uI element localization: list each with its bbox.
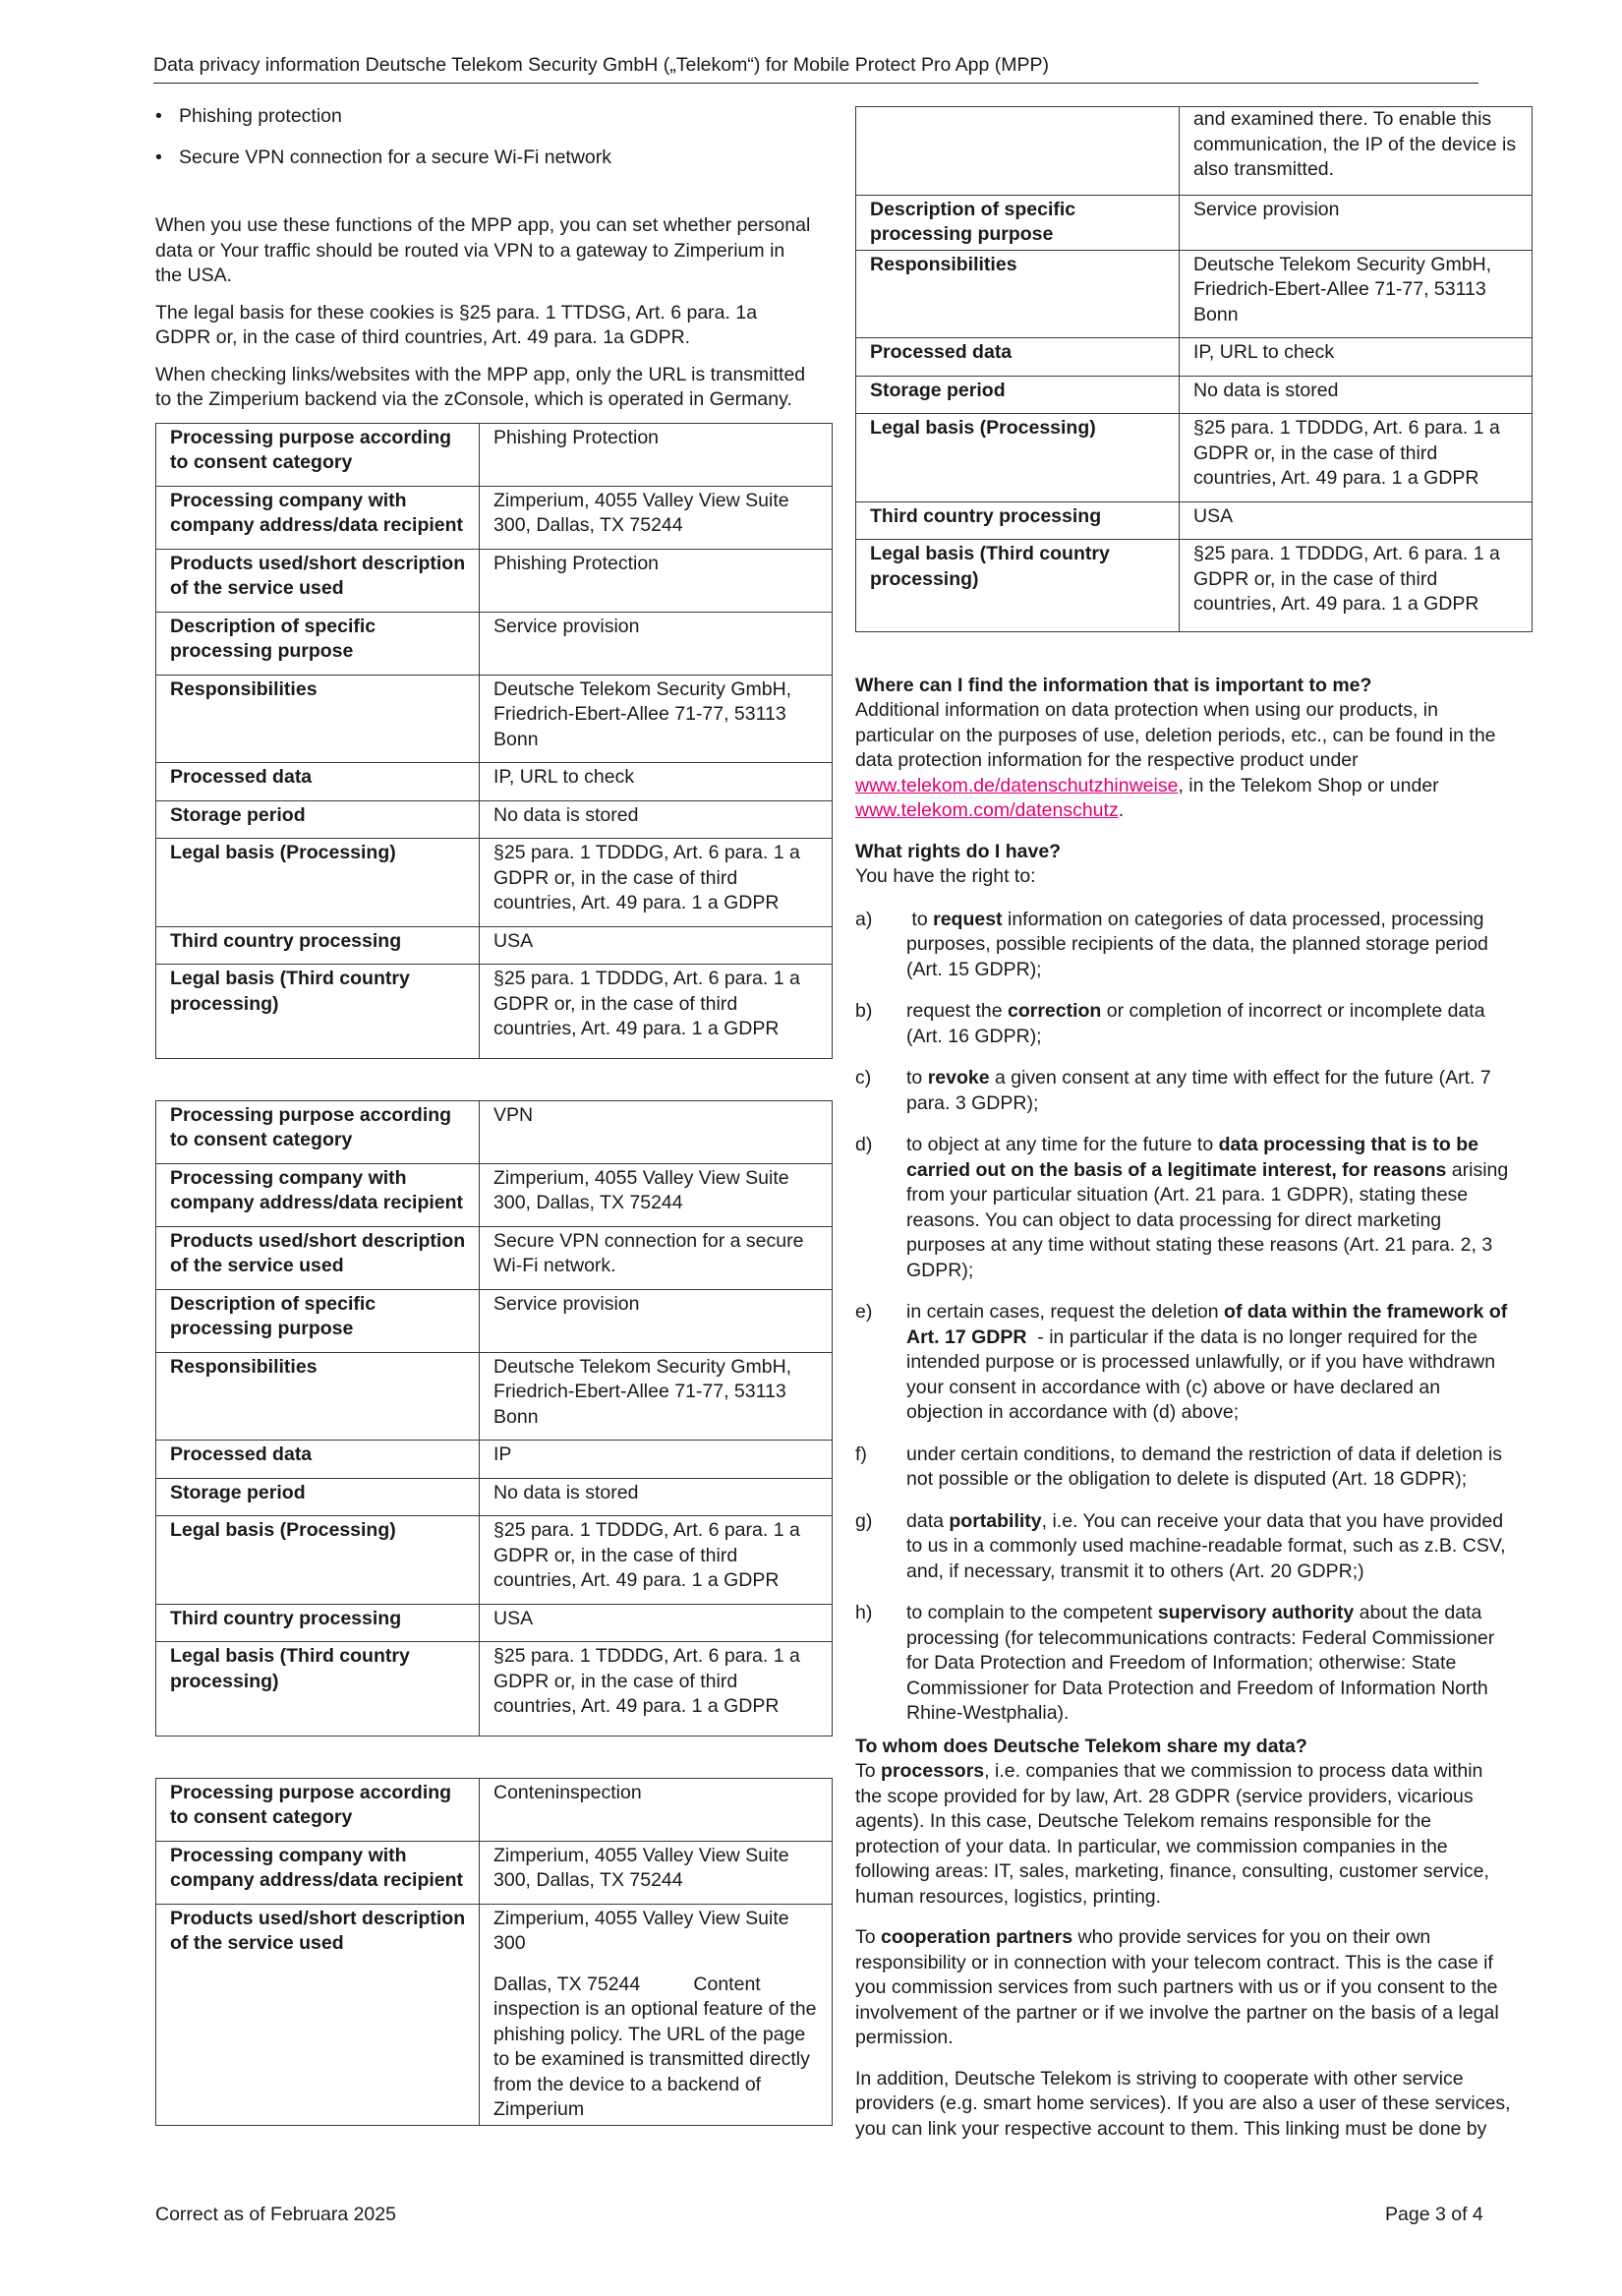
text-part: arising from your particular situation (Art. 21 para. 1 GDPR), stating these reasons. You can object to data processing for direct marketing purposes at any time without stating these reasons (Art. 21 para. 2, 3 GDPR);: [906, 1158, 1509, 1281]
table-value: USA: [480, 926, 833, 965]
text-part: data: [906, 1509, 950, 1532]
table-row: [156, 1904, 833, 2125]
text-part: - in particular if the data is no longer required for the intended purpose or is processed unlawfully, or if you have withdrawn your consent in accordance with (c) above or have declared an objection in accordance with (d) above;: [906, 1325, 1501, 1423]
table-value: IP: [480, 1441, 833, 1479]
table-value: Zimperium, 4055 Valley View Suite 300, Dallas, TX 75244: [480, 486, 833, 549]
text-part: To: [855, 1926, 882, 1948]
table-row: [156, 1100, 833, 1163]
rights-intro: You have the right to:: [855, 865, 1036, 887]
text-part: To: [855, 1760, 882, 1782]
table-key: Storage period: [856, 376, 1180, 414]
table-row: [856, 195, 1533, 250]
list-label: e): [855, 1301, 873, 1323]
table-value: IP, URL to check: [480, 763, 833, 801]
table-row: [156, 965, 833, 1059]
left-column: [155, 104, 822, 2126]
paragraph: [855, 1759, 1512, 1910]
table-key: Responsibilities: [156, 1352, 480, 1441]
table-key: Processing purpose according to consent category: [156, 423, 480, 486]
datenschutzhinweise-link[interactable]: www.telekom.de/datenschutzhinweise: [855, 774, 1179, 796]
table-key: Description of specific processing purpose: [156, 1289, 480, 1352]
table-row: [156, 423, 833, 486]
list-item: • Secure VPN connection for a secure Wi-Fi network: [155, 146, 816, 171]
list-text: [906, 1509, 1512, 1585]
list-item: [855, 1133, 1512, 1283]
text-part: information on categories of data processed, processing purposes, possible recipients of the data, the planned storage period (Art. 15 GDPR);: [906, 908, 1488, 980]
table-row: [156, 1841, 833, 1904]
text-part: about the data processing (for telecommunications contracts: Federal Commissioner for Data Protection and Freedom of Information; otherwise: State Commissioner for Data Protection and Freedom of Information North Rhine-Westphalia).: [906, 1602, 1495, 1724]
text-emphasis: request: [933, 908, 1003, 930]
list-label: f): [855, 1442, 867, 1465]
table-value: Conteninspection: [480, 1778, 833, 1841]
text-part: , i.e. You can receive your data that you have provided to us in a commonly used machine-readable format, such as z.B. CSV, and, if necessary, transmit it to others (Art. 20 GDPR;): [906, 1509, 1506, 1582]
table-value: Service provision: [1180, 195, 1533, 250]
table-value: Phishing Protection: [480, 549, 833, 612]
list-label: h): [855, 1602, 873, 1623]
table-key: Processed data: [856, 338, 1180, 377]
table-value-line: Dallas, TX 75244 Content inspection is an optional feature of the phishing policy. The URL of the page to be examined is transmitted directly from the device to a backend of Zimperium: [493, 1972, 822, 2120]
text-emphasis: data processing that is to be carried out on the basis of a legitimate interest, for reasons: [906, 1134, 1478, 1181]
table-row: [156, 1226, 833, 1289]
content-inspection-table-continued: [855, 106, 1533, 632]
table-row: [156, 1289, 833, 1352]
table-key: Responsibilities: [156, 675, 480, 763]
list-item: [855, 1442, 1512, 1493]
table-value: Service provision: [480, 612, 833, 675]
table-row: [856, 501, 1533, 540]
list-text: [906, 1601, 1512, 1727]
table-value: Zimperium, 4055 Valley View Suite 300, Dallas, TX 75244: [480, 1163, 833, 1226]
table-key: Legal basis (Third country processing): [156, 1642, 480, 1737]
text-part: to object at any time for the future to: [906, 1134, 1219, 1155]
list-text: [906, 1442, 1512, 1493]
table-value: and examined there. To enable this communication, the IP of the device is also transmitted.: [1180, 107, 1533, 196]
table-row: [156, 1778, 833, 1841]
table-value: No data is stored: [480, 800, 833, 839]
table-value: §25 para. 1 TDDDG, Art. 6 para. 1 a GDPR or, in the case of third countries, Art. 49 para. 1 a GDPR: [480, 1516, 833, 1605]
table-key: Third country processing: [856, 501, 1180, 540]
list-item: [855, 1509, 1512, 1585]
table-key: Storage period: [156, 800, 480, 839]
text-part: to: [906, 908, 934, 930]
text-emphasis: processors: [881, 1760, 985, 1782]
table-row: [156, 839, 833, 927]
list-text: [906, 1066, 1512, 1116]
paragraph: When checking links/websites with the MPP app, only the URL is transmitted to the Zimperium backend via the zConsole, which is operated in Germany.: [155, 363, 806, 410]
text-emphasis: correction: [1007, 1000, 1102, 1022]
content-inspection-table: [155, 1778, 833, 2126]
table-value: §25 para. 1 TDDDG, Art. 6 para. 1 a GDPR or, in the case of third countries, Art. 49 para. 1 a GDPR: [1180, 414, 1533, 502]
table-value: Service provision: [480, 1289, 833, 1352]
table-value: Zimperium, 4055 Valley View Suite 300, Dallas, TX 75244: [480, 1841, 833, 1904]
table-key: Third country processing: [156, 926, 480, 965]
text-part: who provide services for you on their own responsibility or in connection with your telecom contract. This is the case if you commission services from such partners with us or if you consent to the involvement of the partner or if we involve the partner on the basis of a legal permission.: [855, 1926, 1499, 2048]
table-row: [156, 486, 833, 549]
table-key: Processed data: [156, 763, 480, 801]
text-part: , i.e. companies that we commission to process data within the scope provided for by law, Art. 28 GDPR (service providers, vicarious agents). In this case, Deutsche Telekom remains responsible for the protection of your data. In particular, we commission companies in the following areas: IT, sales, marketing, finance, consulting, customer service, human resources, logistics, printing.: [855, 1760, 1489, 1908]
list-text: [906, 908, 1512, 983]
rights-list: [855, 908, 1512, 1727]
table-value: VPN: [480, 1100, 833, 1163]
text-emphasis: revoke: [927, 1067, 990, 1089]
table-value: Deutsche Telekom Security GmbH, Friedrich-Ebert-Allee 71-77, 53113 Bonn: [480, 675, 833, 763]
text-emphasis: of data within the framework of Art. 17 GDPR: [906, 1301, 1508, 1348]
table-row: [856, 414, 1533, 502]
table-row: [856, 338, 1533, 377]
text-part: to complain to the competent: [906, 1602, 1158, 1623]
table-row: [156, 1642, 833, 1737]
table-row: [156, 1441, 833, 1479]
text-part: under certain conditions, to demand the restriction of data if deletion is not possible or the obligation to delete is disputed (Art. 18 GDPR);: [906, 1442, 1502, 1490]
text-emphasis: supervisory authority: [1157, 1602, 1355, 1623]
table-row: [856, 107, 1533, 196]
table-value: §25 para. 1 TDDDG, Art. 6 para. 1 a GDPR or, in the case of third countries, Art. 49 para. 1 a GDPR: [480, 965, 833, 1059]
table-key: Processing purpose according to consent category: [156, 1778, 480, 1841]
table-row: [156, 675, 833, 763]
table-value: USA: [480, 1604, 833, 1642]
table-key: Products used/short description of the service used: [156, 549, 480, 612]
footer-page-number: Page 3 of 4: [1385, 2204, 1483, 2225]
table-key: Legal basis (Third country processing): [156, 965, 480, 1059]
text-part: a given consent at any time with effect for the future (Art. 7 para. 3 GDPR);: [906, 1067, 1491, 1114]
table-key: Responsibilities: [856, 250, 1180, 338]
table-key: Processing company with company address/data recipient: [156, 1163, 480, 1226]
table-row: [156, 926, 833, 965]
table-key: Legal basis (Processing): [156, 839, 480, 927]
datenschutz-link[interactable]: www.telekom.com/datenschutz: [855, 799, 1119, 821]
table-key: Legal basis (Processing): [156, 1516, 480, 1605]
table-key: Description of specific processing purpose: [156, 612, 480, 675]
list-item: [855, 1601, 1512, 1727]
table-row: [156, 549, 833, 612]
list-item: • Phishing protection: [155, 104, 816, 130]
paragraph: In addition, Deutsche Telekom is striving to cooperate with other service providers (e.g. smart home services). If you are also a user of these services, you can link your respective account to them. This linking must be done by: [855, 2067, 1511, 2140]
paragraph-text: , in the Telekom Shop or under: [1178, 774, 1439, 796]
table-row: [156, 612, 833, 675]
table-key: Storage period: [156, 1478, 480, 1516]
paragraph: [855, 1925, 1512, 2051]
table-value: IP, URL to check: [1180, 338, 1533, 377]
table-key: Processed data: [156, 1441, 480, 1479]
table-key: Description of specific processing purpose: [856, 195, 1180, 250]
paragraph: When you use these functions of the MPP app, you can set whether personal data or Your traffic should be routed via VPN to a gateway to Zimperium in the USA.: [155, 214, 811, 286]
table-row: [156, 1516, 833, 1605]
list-item: [855, 999, 1512, 1049]
table-value: [480, 1904, 833, 2125]
table-key: Third country processing: [156, 1604, 480, 1642]
table-value: §25 para. 1 TDDDG, Art. 6 para. 1 a GDPR or, in the case of third countries, Art. 49 para. 1 a GDPR: [1180, 540, 1533, 632]
paragraph: [855, 698, 1512, 824]
list-text: [906, 1133, 1512, 1283]
list-item: [855, 908, 1512, 983]
list-label: b): [855, 1000, 873, 1022]
list-item: [855, 1066, 1512, 1116]
table-key: Products used/short description of the service used: [156, 1904, 480, 2125]
table-row: [156, 763, 833, 801]
section-heading: To whom does Deutsche Telekom share my data?: [855, 1735, 1307, 1757]
list-text: [906, 1300, 1512, 1426]
list-label: a): [855, 908, 873, 930]
list-label: g): [855, 1509, 873, 1532]
phishing-protection-table: [155, 423, 833, 1059]
table-value: Phishing Protection: [480, 423, 833, 486]
text-emphasis: cooperation partners: [881, 1926, 1073, 1948]
paragraph: The legal basis for these cookies is §25 para. 1 TTDSG, Art. 6 para. 1a GDPR or, in the case of third countries, Art. 49 para. 1a GDPR.: [155, 301, 758, 348]
paragraph-text: .: [1118, 799, 1125, 821]
text-part: or completion of incorrect or incomplete data (Art. 16 GDPR);: [906, 1000, 1485, 1047]
footer-date: Correct as of Februara 2025: [155, 2204, 396, 2225]
table-row: [856, 540, 1533, 632]
table-row: [156, 1478, 833, 1516]
table-value: No data is stored: [480, 1478, 833, 1516]
table-key: Processing company with company address/data recipient: [156, 1841, 480, 1904]
page-header: Data privacy information Deutsche Telekom Security GmbH („Telekom“) for Mobile Protect Pro App (MPP): [153, 53, 1478, 84]
table-key: Legal basis (Processing): [856, 414, 1180, 502]
list-text: [906, 999, 1512, 1049]
feature-list: [155, 104, 816, 170]
table-value: §25 para. 1 TDDDG, Art. 6 para. 1 a GDPR or, in the case of third countries, Art. 49 para. 1 a GDPR: [480, 839, 833, 927]
text-part: request the: [906, 1000, 1008, 1022]
table-value: Secure VPN connection for a secure Wi-Fi network.: [480, 1226, 833, 1289]
right-column: [855, 106, 1517, 2153]
table-key: Processing purpose according to consent category: [156, 1100, 480, 1163]
table-value: Deutsche Telekom Security GmbH, Friedrich-Ebert-Allee 71-77, 53113 Bonn: [480, 1352, 833, 1441]
table-key: Products used/short description of the service used: [156, 1226, 480, 1289]
text-emphasis: portability: [949, 1509, 1042, 1532]
paragraph-text: Additional information on data protection when using our products, in particular on the purposes of use, deletion periods, etc., can be found in the data protection information for the respective product under: [855, 699, 1496, 771]
table-key-empty: [856, 107, 1180, 196]
table-value: No data is stored: [1180, 376, 1533, 414]
text-part: in certain cases, request the deletion: [906, 1301, 1225, 1323]
table-value: §25 para. 1 TDDDG, Art. 6 para. 1 a GDPR or, in the case of third countries, Art. 49 para. 1 a GDPR: [480, 1642, 833, 1737]
table-key: Processing company with company address/data recipient: [156, 486, 480, 549]
text-part: to: [906, 1067, 928, 1089]
table-value-line: Zimperium, 4055 Valley View Suite 300: [493, 1907, 789, 1954]
table-row: [856, 376, 1533, 414]
table-row: [156, 1604, 833, 1642]
table-row: [156, 800, 833, 839]
list-label: d): [855, 1134, 873, 1155]
section-heading: Where can I find the information that is important to me?: [855, 674, 1372, 696]
table-row: [156, 1352, 833, 1441]
table-value: USA: [1180, 501, 1533, 540]
table-key: Legal basis (Third country processing): [856, 540, 1180, 632]
table-value: Deutsche Telekom Security GmbH, Friedrich-Ebert-Allee 71-77, 53113 Bonn: [1180, 250, 1533, 338]
table-row: [156, 1163, 833, 1226]
table-row: [856, 250, 1533, 338]
section-heading: What rights do I have?: [855, 840, 1062, 862]
vpn-table: [155, 1100, 833, 1737]
list-item: [855, 1300, 1512, 1426]
list-label: c): [855, 1067, 872, 1089]
